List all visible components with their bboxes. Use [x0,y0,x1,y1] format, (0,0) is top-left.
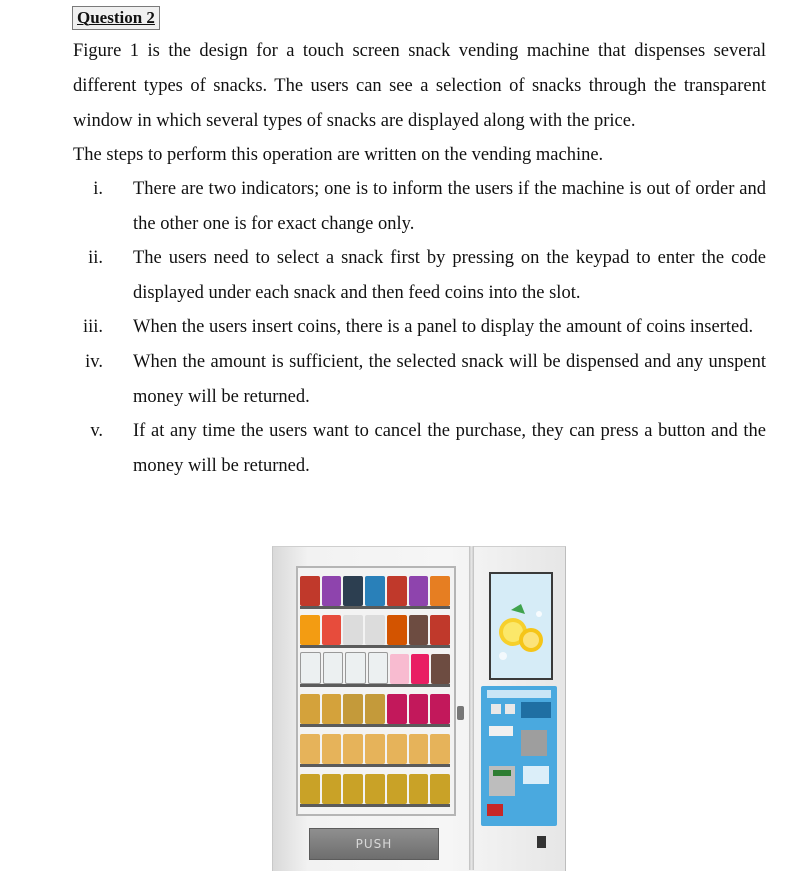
snack-item [411,654,430,684]
snack-item [300,652,321,684]
snack-item [322,576,342,606]
snack-shelf [300,688,450,724]
step-text: When the users insert coins, there is a panel to display the amount of coins inserted. [133,317,754,338]
snack-item [365,694,385,724]
step-number: i. [93,179,103,199]
step-item [73,310,766,345]
panel-label-strip [487,690,551,698]
snack-item [387,615,407,645]
snack-item [300,774,320,804]
push-flap[interactable]: PUSH [309,828,439,860]
snack-item [409,774,429,804]
snack-shelf [300,728,450,764]
snack-item [409,734,429,764]
snack-item [322,694,342,724]
snack-item [300,734,320,764]
note-acceptor [489,726,513,736]
step-number: v. [90,421,103,442]
snack-item [390,654,409,684]
steps-list [73,172,766,483]
snack-item [430,576,450,606]
snack-item [409,694,429,724]
step-text: There are two indicators; one is to inform the users if the machine is out of order and the other one is for exact change only. [133,179,766,234]
snack-item [343,734,363,764]
step-text: If at any time the users want to cancel the purchase, they can press a button and the money will be returned. [133,421,766,476]
door-lock [457,706,464,720]
question-heading: Question 2 [72,6,160,30]
snack-item [368,652,389,684]
coin-return-slot[interactable] [537,836,546,848]
snack-item [322,774,342,804]
door-divider [469,546,474,870]
snack-item [387,774,407,804]
snack-shelf [300,648,450,684]
instruction-sticker [523,766,549,784]
keypad[interactable] [521,730,547,756]
snack-item [300,694,320,724]
snack-item [365,576,385,606]
indicator-out-of-order [491,704,501,714]
step-number: iii. [82,317,103,338]
snack-item [343,694,363,724]
indicator-exact-change [505,704,515,714]
step-text: The users need to select a snack first by pressing on the keypad to enter the code displayed under each snack and then feed coins into the slot. [133,248,766,303]
snack-shelf [300,609,450,645]
snack-item [387,694,407,724]
snack-item [430,734,450,764]
snack-item [430,615,450,645]
snack-item [322,615,342,645]
intro-paragraph: Figure 1 is the design for a touch screen snack vending machine that dispenses several different types of snacks. The users can see a selection of snacks through the transparent window in which several types of snacks are displayed along with the price. [73,41,766,131]
snack-item [343,615,363,645]
snack-item [387,734,407,764]
step-text: When the amount is sufficient, the selected snack will be dispensed and any unspent money will be returned. [133,351,766,407]
control-panel [481,686,557,826]
snack-item [409,576,429,606]
snack-item [343,774,363,804]
snack-item [431,654,450,684]
snack-shelf [300,768,450,804]
snack-item [430,694,450,724]
step-item [73,241,766,310]
snack-item [300,615,320,645]
snack-item [323,652,344,684]
vending-machine-figure [272,546,564,870]
snack-display-window [296,566,456,816]
step-number: iv. [85,351,103,372]
control-panel-graphic [481,686,557,826]
snack-shelf [300,570,450,606]
snack-item [409,615,429,645]
cancel-button[interactable] [487,804,503,816]
step-item [73,172,766,241]
step-item [73,414,766,483]
snack-item [322,734,342,764]
snack-item [365,734,385,764]
snack-item [343,576,363,606]
snack-item [387,576,407,606]
snack-item [365,615,385,645]
snack-item [345,652,366,684]
step-number: ii. [88,248,103,269]
steps-intro: The steps to perform this operation are written on the vending machine. [73,145,604,165]
lemon-advert-image [491,574,551,678]
snack-item [365,774,385,804]
touch-screen[interactable] [489,572,553,680]
coin-amount-panel [521,702,551,718]
snack-item [430,774,450,804]
step-item [73,345,766,414]
snack-item [300,576,320,606]
